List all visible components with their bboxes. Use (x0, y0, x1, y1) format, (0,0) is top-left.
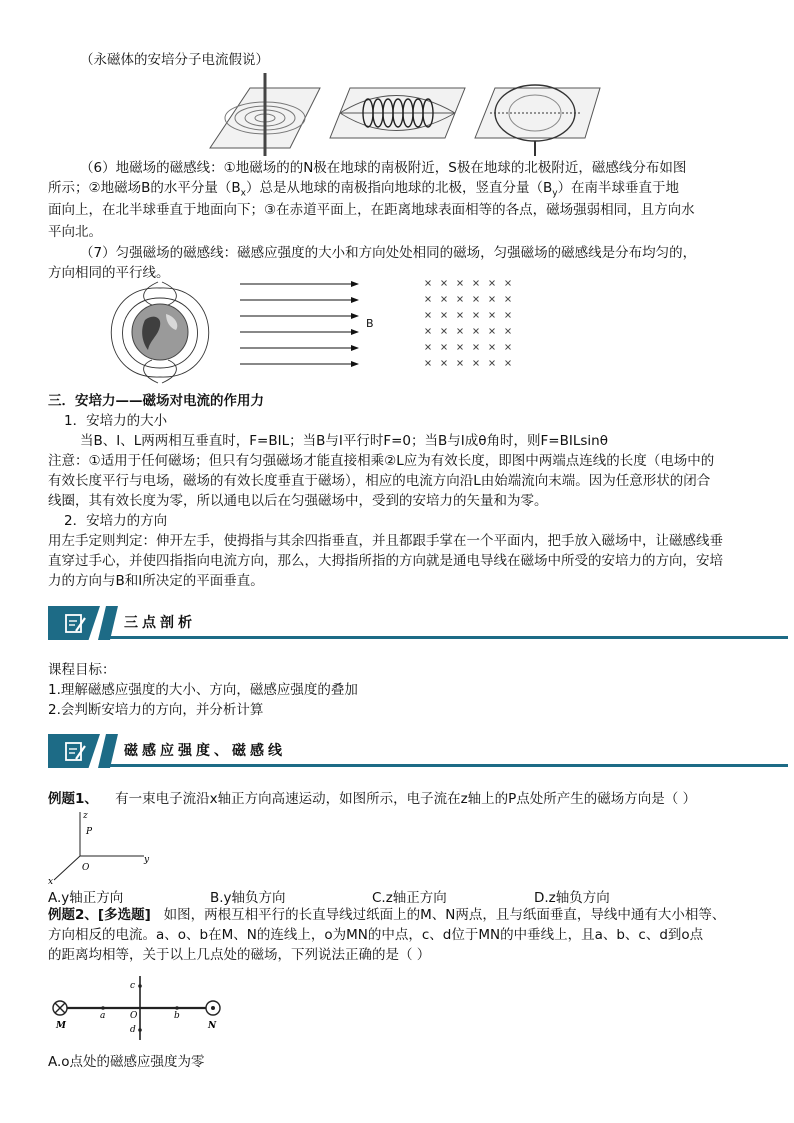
field-cross-mark (474, 345, 479, 350)
field-cross-mark (506, 297, 511, 302)
section3-sub1: 1．安培力的大小 (64, 413, 168, 429)
field-label-b: B (366, 317, 374, 330)
notepad-pencil-icon (64, 740, 86, 762)
field-cross-mark (458, 361, 463, 366)
example2-option-a[interactable]: A.o点处的磁感应强度为零 (48, 1054, 205, 1070)
section-banner-magnetic-induction (48, 734, 768, 768)
field-cross-mark (458, 345, 463, 350)
field-cross-mark (442, 313, 447, 318)
field-cross-mark (442, 329, 447, 334)
field-cross-mark (490, 297, 495, 302)
axis-label-z: z (83, 811, 88, 821)
point-label-p: P (86, 827, 93, 837)
example1-axes-figure (48, 808, 158, 886)
p7-line2: 方向相同的平行线。 (48, 265, 170, 281)
field-cross-mark (506, 329, 511, 334)
example2-line2: 方向相反的电流。a、o、b在M、N的连线上，o为MN的中点，c、d位于MN的中垂线上，且a、b、c、d到o点 (48, 927, 704, 943)
section3-note-line3: 线圈，其有效长度为零，所以通电以后在匀强磁场中，受到的安培力的矢量和为零。 (48, 493, 548, 509)
example1-options (48, 886, 748, 906)
field-cross-mark (426, 345, 431, 350)
field-into-page-crosses-figure (420, 275, 520, 371)
axis-label-x: x (48, 877, 54, 886)
field-cross-mark (474, 313, 479, 318)
uniform-field-lines-figure (238, 278, 378, 378)
section-banner-analysis (48, 606, 768, 640)
p6-line4: 平向北。 (48, 224, 102, 240)
point-label-c: c (130, 981, 136, 991)
point-label-b: b (174, 1011, 180, 1021)
goal-2: 2.会判断安培力的方向，并分析计算 (48, 702, 264, 718)
notepad-pencil-icon (64, 612, 86, 634)
field-cross-mark (458, 281, 463, 286)
section3-note-line1: 注意：①适用于任何磁场；但只有匀强磁场才能直接相乘②L应为有效长度，即图中两端点连线的长度（电场中的 (48, 453, 715, 469)
field-cross-mark (474, 361, 479, 366)
field-cross-mark (426, 313, 431, 318)
loop-current-field-figure (475, 85, 600, 156)
field-cross-mark (490, 281, 495, 286)
field-cross-mark (442, 345, 447, 350)
section3-title: 三．安培力——磁场对电流的作用力 (48, 393, 264, 409)
field-cross-mark (442, 297, 447, 302)
point-label-a: a (100, 1011, 106, 1021)
field-cross-mark (474, 281, 479, 286)
field-cross-mark (474, 329, 479, 334)
example2-wires-figure (48, 972, 238, 1044)
straight-wire-field-figure (210, 73, 320, 156)
example1-option-d[interactable]: D.z轴负方向 (534, 890, 610, 906)
field-cross-mark (426, 281, 431, 286)
solenoid-field-figure (330, 88, 465, 138)
field-cross-mark (426, 329, 431, 334)
point-label-o: O (130, 1011, 138, 1021)
point-label-m: M (56, 1021, 66, 1031)
field-cross-mark (490, 361, 495, 366)
field-cross-mark (442, 281, 447, 286)
example2-line1: 例题2、[多选题] 如图，两根互相平行的长直导线过纸面上的M、N两点，且与纸面垂直，导线中通有大小相等、 (48, 907, 726, 923)
field-cross-mark (426, 297, 431, 302)
point-label-d: d (130, 1025, 136, 1035)
section3-note-line2: 有效长度平行与电场，磁场的有效长度垂直于磁场），相应的电流方向沿L由始端流向末端。因为任意形状的闭合 (48, 473, 711, 489)
figure-caption: （永磁体的安培分子电流假说） (80, 52, 269, 68)
field-cross-mark (506, 361, 511, 366)
left-hand-rule-line1: 用左手定则判定：伸开左手，使拇指与其余四指垂直，并且都跟手掌在一个平面内，把手放入磁场中，让磁感线垂 (48, 533, 723, 549)
banner-title: 磁感应强度、磁感线 (124, 743, 286, 759)
example1-option-b[interactable]: B.y轴负方向 (210, 890, 286, 906)
ampere-force-formula: 当B、I、L两两相互垂直时，F=BIL；当B与I平行时F=0；当B与I成θ角时，则F=BILsinθ (80, 433, 608, 449)
origin-label-o: O (82, 863, 90, 873)
field-cross-mark (474, 297, 479, 302)
goals-title: 课程目标： (48, 662, 116, 678)
field-cross-mark (506, 313, 511, 318)
field-cross-mark (506, 345, 511, 350)
ampere-hypothesis-figures (190, 68, 610, 158)
left-hand-rule-line3: 力的方向与B和I所决定的平面垂直。 (48, 573, 264, 589)
field-cross-mark (506, 281, 511, 286)
goal-1: 1.理解磁感应强度的大小、方向，磁感应强度的叠加 (48, 682, 358, 698)
field-cross-mark (490, 345, 495, 350)
example1-option-c[interactable]: C.z轴正方向 (372, 890, 447, 906)
field-cross-mark (426, 361, 431, 366)
p6-line2: 所示；②地磁场B的水平分量$(B_x)$总是从地球的南极指向地球的北极，竖直分量$(B_y)$在南半球垂直于地 (48, 180, 680, 199)
field-cross-mark (490, 329, 495, 334)
field-cross-mark (458, 313, 463, 318)
example2-label: 例题2、[多选题] (48, 907, 151, 923)
example1-option-a[interactable]: A.y轴正方向 (48, 890, 124, 906)
example1-question: 例题1、 有一束电子流沿x轴正方向高速运动，如图所示，电子流在z轴上的P点处所产生的磁场方向是（ ） (48, 791, 697, 807)
example2-line3: 的距离均相等，关于以上几点处的磁场，下列说法正确的是（ ） (48, 947, 431, 963)
p6-line1: （6）地磁场的磁感线：①地磁场的的N极在地球的南极附近，S极在地球的北极附近，磁感线分布如图 (80, 160, 687, 176)
p6-line3: 面向上，在北半球垂直于地面向下；③在赤道平面上，在距离地球表面相等的各点，磁场强弱相同，且方向水 (48, 202, 695, 218)
field-cross-mark (458, 297, 463, 302)
banner-title: 三点剖析 (124, 615, 196, 631)
earth-magnetic-field-figure (100, 280, 220, 385)
section3-sub2: 2．安培力的方向 (64, 513, 168, 529)
field-cross-mark (490, 313, 495, 318)
example1-label: 例题1、 (48, 791, 98, 807)
left-hand-rule-line2: 直穿过手心，并使四指指向电流方向，那么，大拇指所指的方向就是通电导线在磁场中所受的安培力的方向，安培 (48, 553, 723, 569)
field-cross-mark (442, 361, 447, 366)
point-label-n: N (208, 1021, 217, 1031)
p7-line1: （7）匀强磁场的磁感线：磁感应强度的大小和方向处处相同的磁场，匀强磁场的磁感线是分布均匀的， (80, 245, 697, 261)
axis-label-y: y (144, 855, 150, 865)
field-cross-mark (458, 329, 463, 334)
